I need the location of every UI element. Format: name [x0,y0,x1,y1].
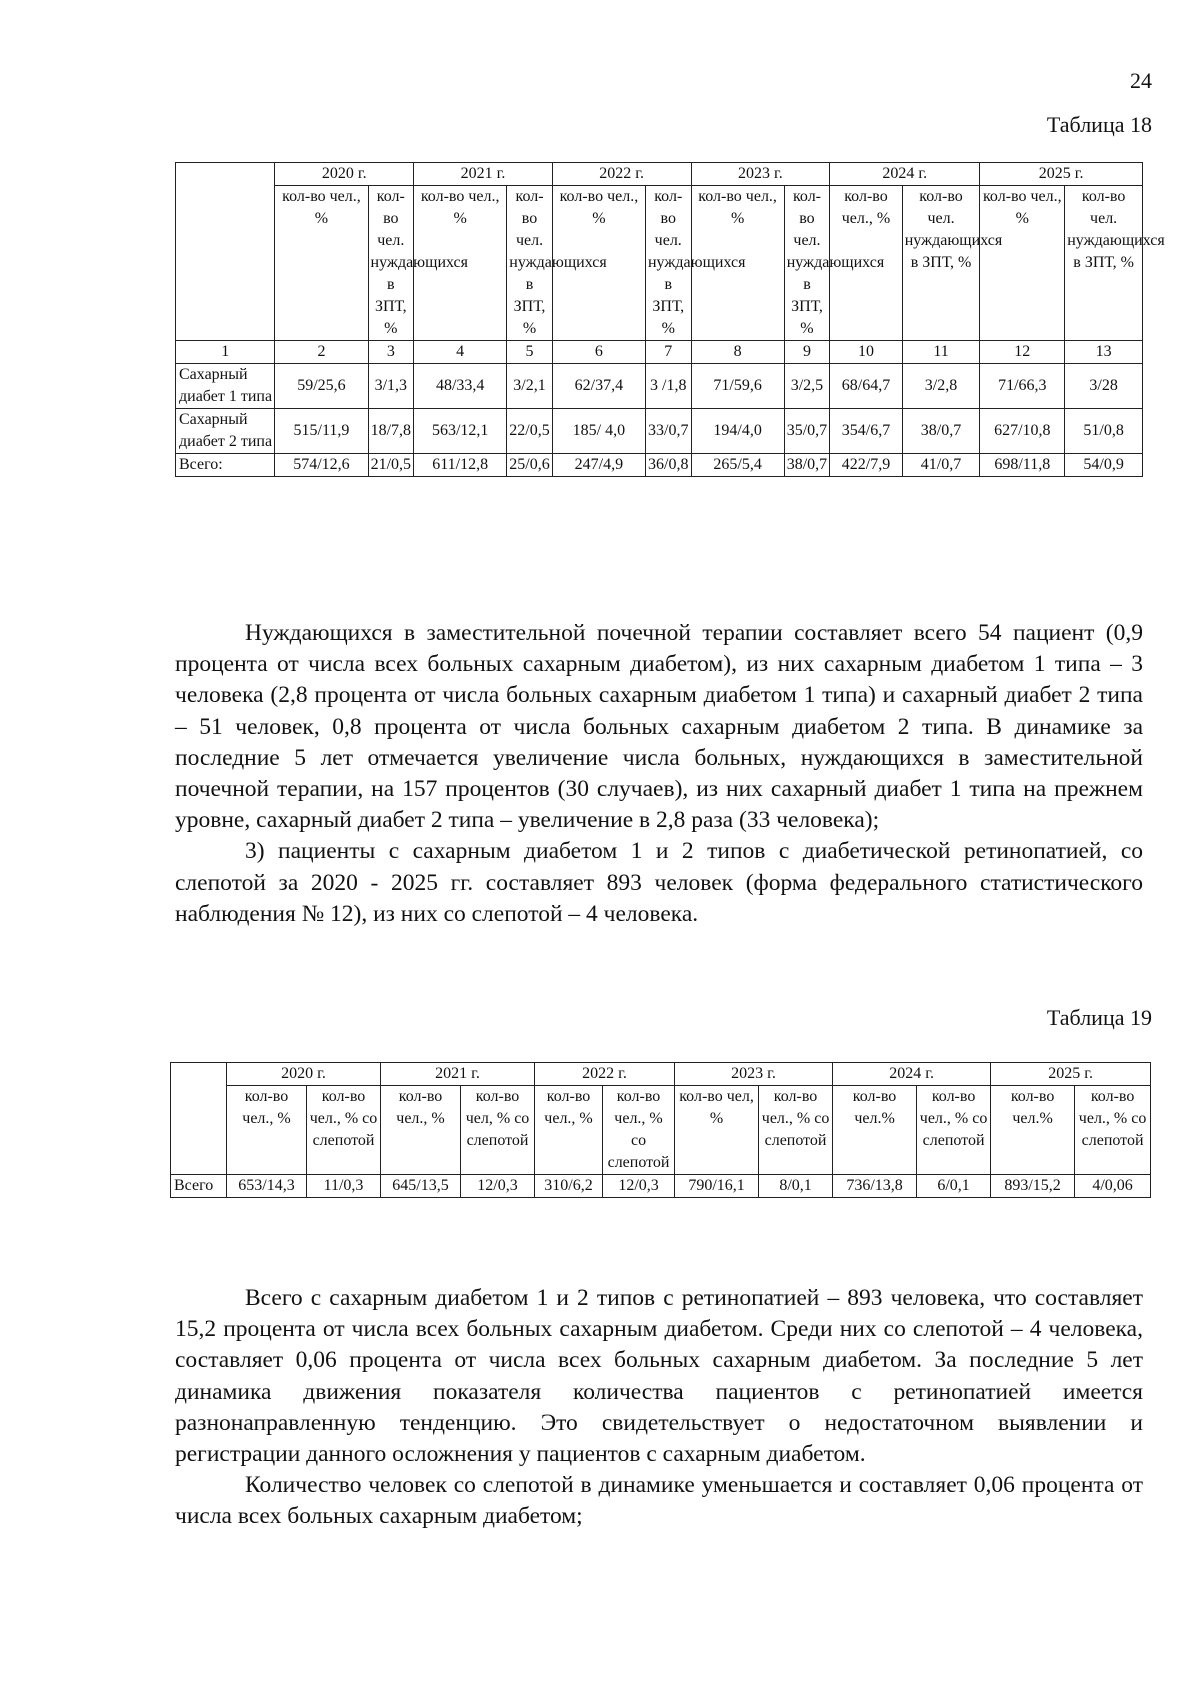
column-number: 8 [691,341,784,364]
table-cell: 310/6,2 [535,1175,603,1198]
table-19-year: 2024 г. [833,1063,991,1086]
column-number: 11 [902,341,980,364]
table-cell: 611/12,8 [414,454,507,477]
row-label: Сахарный диабет 1 типа [176,364,275,409]
table-cell: 18/7,8 [368,409,414,454]
table-19-year-row [171,1063,1151,1086]
table-19-subheader: кол-во чел, % [675,1086,759,1175]
column-number: 1 [176,341,275,364]
table-19 [170,1062,1151,1198]
table-cell: 422/7,9 [830,454,902,477]
table-cell: 736/13,8 [833,1175,917,1198]
row-label: Всего: [176,454,275,477]
column-number: 10 [830,341,902,364]
table-cell: 698/11,8 [980,454,1065,477]
table-cell: 68/64,7 [830,364,902,409]
table-cell: 645/13,5 [381,1175,461,1198]
table-19-year: 2021 г. [381,1063,535,1086]
table-cell: 515/11,9 [275,409,368,454]
table-cell: 3/1,3 [368,364,414,409]
table-18-corner-cell [176,163,275,341]
table-cell: 653/14,3 [227,1175,307,1198]
table-18-subheader: кол-во чел. нуждающихся в ЗПТ, % [784,186,830,341]
table-cell: 185/ 4,0 [552,409,645,454]
table-cell: 8/0,1 [759,1175,833,1198]
table-18-subheader: кол-во чел. нуждающихся в ЗПТ, % [645,186,691,341]
column-number: 13 [1065,341,1143,364]
table-cell: 563/12,1 [414,409,507,454]
table-cell: 3/28 [1065,364,1143,409]
table-19-subheader: кол-во чел., % [227,1086,307,1175]
table-19-subheader: кол-во чел., % со слепотой [307,1086,381,1175]
table-18-subheader: кол-во чел., % [980,186,1065,341]
table-cell: 3 /1,8 [645,364,691,409]
table-cell: 33/0,7 [645,409,691,454]
table-cell: 51/0,8 [1065,409,1143,454]
table-19-subheader: кол-во чел., % со слепотой [1075,1086,1151,1175]
table-cell: 12/0,3 [603,1175,675,1198]
table-cell: 35/0,7 [784,409,830,454]
table-18-subheader: кол-во чел. нуждающихся в ЗПТ, % [368,186,414,341]
table-18-subheader: кол-во чел. нуждающихся в ЗПТ, % [507,186,553,341]
table-cell: 54/0,9 [1065,454,1143,477]
table-19-subheader: кол-во чел., % [535,1086,603,1175]
table-cell: 41/0,7 [902,454,980,477]
table-19-year: 2022 г. [535,1063,675,1086]
table-19-subheader: кол-во чел., % со слепотой [603,1086,675,1175]
table-cell: 4/0,06 [1075,1175,1151,1198]
table-19-year: 2025 г. [991,1063,1151,1086]
page-number: 24 [1130,68,1152,93]
table-cell: 71/66,3 [980,364,1065,409]
paragraph: Всего с сахарным диабетом 1 и 2 типов с ретинопатией – 893 человека, что составляет 15,2 процента от числа всех больных сахарным диабетом. Среди них со слепотой – 4 человека, составляет 0,06 процента от числа всех больных сахарным диабетом. За последние 5 лет динамика движения показателя количества пациентов с ретинопатией имеется разнонаправленную тенденцию. Это свидетельствует о недостаточном выявлении и регистрации данного осложнения у пациентов с сахарным диабетом. [175,1285,1143,1468]
table-19-year: 2020 г. [227,1063,381,1086]
body-text-1 [175,618,1143,930]
table-cell: 3/2,5 [784,364,830,409]
table-19-subheader-row [171,1086,1151,1175]
table-18-subheader: кол-во чел., % [552,186,645,341]
table-cell: 790/16,1 [675,1175,759,1198]
table-row [171,1175,1151,1198]
table-18-year: 2021 г. [414,163,553,186]
table-cell: 3/2,8 [902,364,980,409]
table-cell: 12/0,3 [461,1175,535,1198]
table-18-subheader: кол-во чел. нуждающихся в ЗПТ, % [1065,186,1143,341]
column-number: 7 [645,341,691,364]
table-cell: 627/10,8 [980,409,1065,454]
table-cell: 38/0,7 [784,454,830,477]
column-number: 5 [507,341,553,364]
table-cell: 36/0,8 [645,454,691,477]
table-18-subheader: кол-во чел., % [414,186,507,341]
table-cell: 71/59,6 [691,364,784,409]
paragraph: Нуждающихся в заместительной почечной терапии составляет всего 54 пациент (0,9 процента от числа всех больных сахарным диабетом), из них сахарным диабетом 1 типа – 3 человека (2,8 процента от числа больных сахарным диабетом 1 типа) и сахарный диабет 2 типа – 51 человек, 0,8 процента от числа больных сахарным диабетом 2 типа. В динамике за последние 5 лет отмечается увеличение числа больных, нуждающихся в заместительной почечной терапии, на 157 процентов (30 случаев), из них сахарный диабет 1 типа на прежнем уровне, сахарный диабет 2 типа – увеличение в 2,8 раза (33 человека); [175,620,1143,834]
table-cell: 48/33,4 [414,364,507,409]
column-number: 2 [275,341,368,364]
table-18-year: 2022 г. [552,163,691,186]
table-19-subheader: кол-во чел., % со слепотой [917,1086,991,1175]
table-19-caption: Таблица 19 [1046,1005,1152,1030]
column-number: 12 [980,341,1065,364]
table-18 [175,162,1165,477]
table-cell: 354/6,7 [830,409,902,454]
table-18-year: 2023 г. [691,163,830,186]
table-cell: 6/0,1 [917,1175,991,1198]
table-18-subheader-row [176,186,1143,341]
column-number: 6 [552,341,645,364]
table-18-subheader: кол-во чел., % [830,186,902,341]
paragraph: 3) пациенты с сахарным диабетом 1 и 2 типов с диабетической ретинопатией, со слепотой за 2020 - 2025 гг. составляет 893 человек (форма федерального статистического наблюдения № 12), из них со слепотой – 4 человека. [175,838,1143,927]
table-row [176,454,1143,477]
table-18-subheader: кол-во чел., % [691,186,784,341]
table-19-year: 2023 г. [675,1063,833,1086]
table-cell: 59/25,6 [275,364,368,409]
table-18-year: 2025 г. [980,163,1143,186]
table-18-subheader: кол-во чел. нуждающихся в ЗПТ, % [902,186,980,341]
table-19-subheader: кол-во чел.% [833,1086,917,1175]
table-cell: 11/0,3 [307,1175,381,1198]
table-cell: 893/15,2 [991,1175,1075,1198]
table-19-subheader: кол-во чел., % со слепотой [759,1086,833,1175]
table-18-column-number-row [176,341,1143,364]
table-cell: 25/0,6 [507,454,553,477]
table-cell: 38/0,7 [902,409,980,454]
column-number: 3 [368,341,414,364]
table-cell: 247/4,9 [552,454,645,477]
table-18-caption: Таблица 18 [1046,112,1152,137]
table-cell: 22/0,5 [507,409,553,454]
column-number: 4 [414,341,507,364]
table-19-corner-cell [171,1063,227,1175]
table-19-subheader: кол-во чел, % со слепотой [461,1086,535,1175]
table-row [176,409,1143,454]
table-18-year: 2024 г. [830,163,980,186]
table-18-year: 2020 г. [275,163,414,186]
table-cell: 62/37,4 [552,364,645,409]
column-number: 9 [784,341,830,364]
table-cell: 574/12,6 [275,454,368,477]
table-19-subheader: кол-во чел., % [381,1086,461,1175]
table-cell: 3/2,1 [507,364,553,409]
row-label: Сахарный диабет 2 типа [176,409,275,454]
table-cell: 194/4,0 [691,409,784,454]
paragraph: Количество человек со слепотой в динамике уменьшается и составляет 0,06 процента от числа всех больных сахарным диабетом; [175,1472,1143,1530]
table-row [176,364,1143,409]
table-18-subheader: кол-во чел., % [275,186,368,341]
table-19-subheader: кол-во чел.% [991,1086,1075,1175]
table-cell: 265/5,4 [691,454,784,477]
body-text-2 [175,1283,1143,1533]
row-label: Всего [171,1175,227,1198]
table-cell: 21/0,5 [368,454,414,477]
table-18-year-row [176,163,1143,186]
